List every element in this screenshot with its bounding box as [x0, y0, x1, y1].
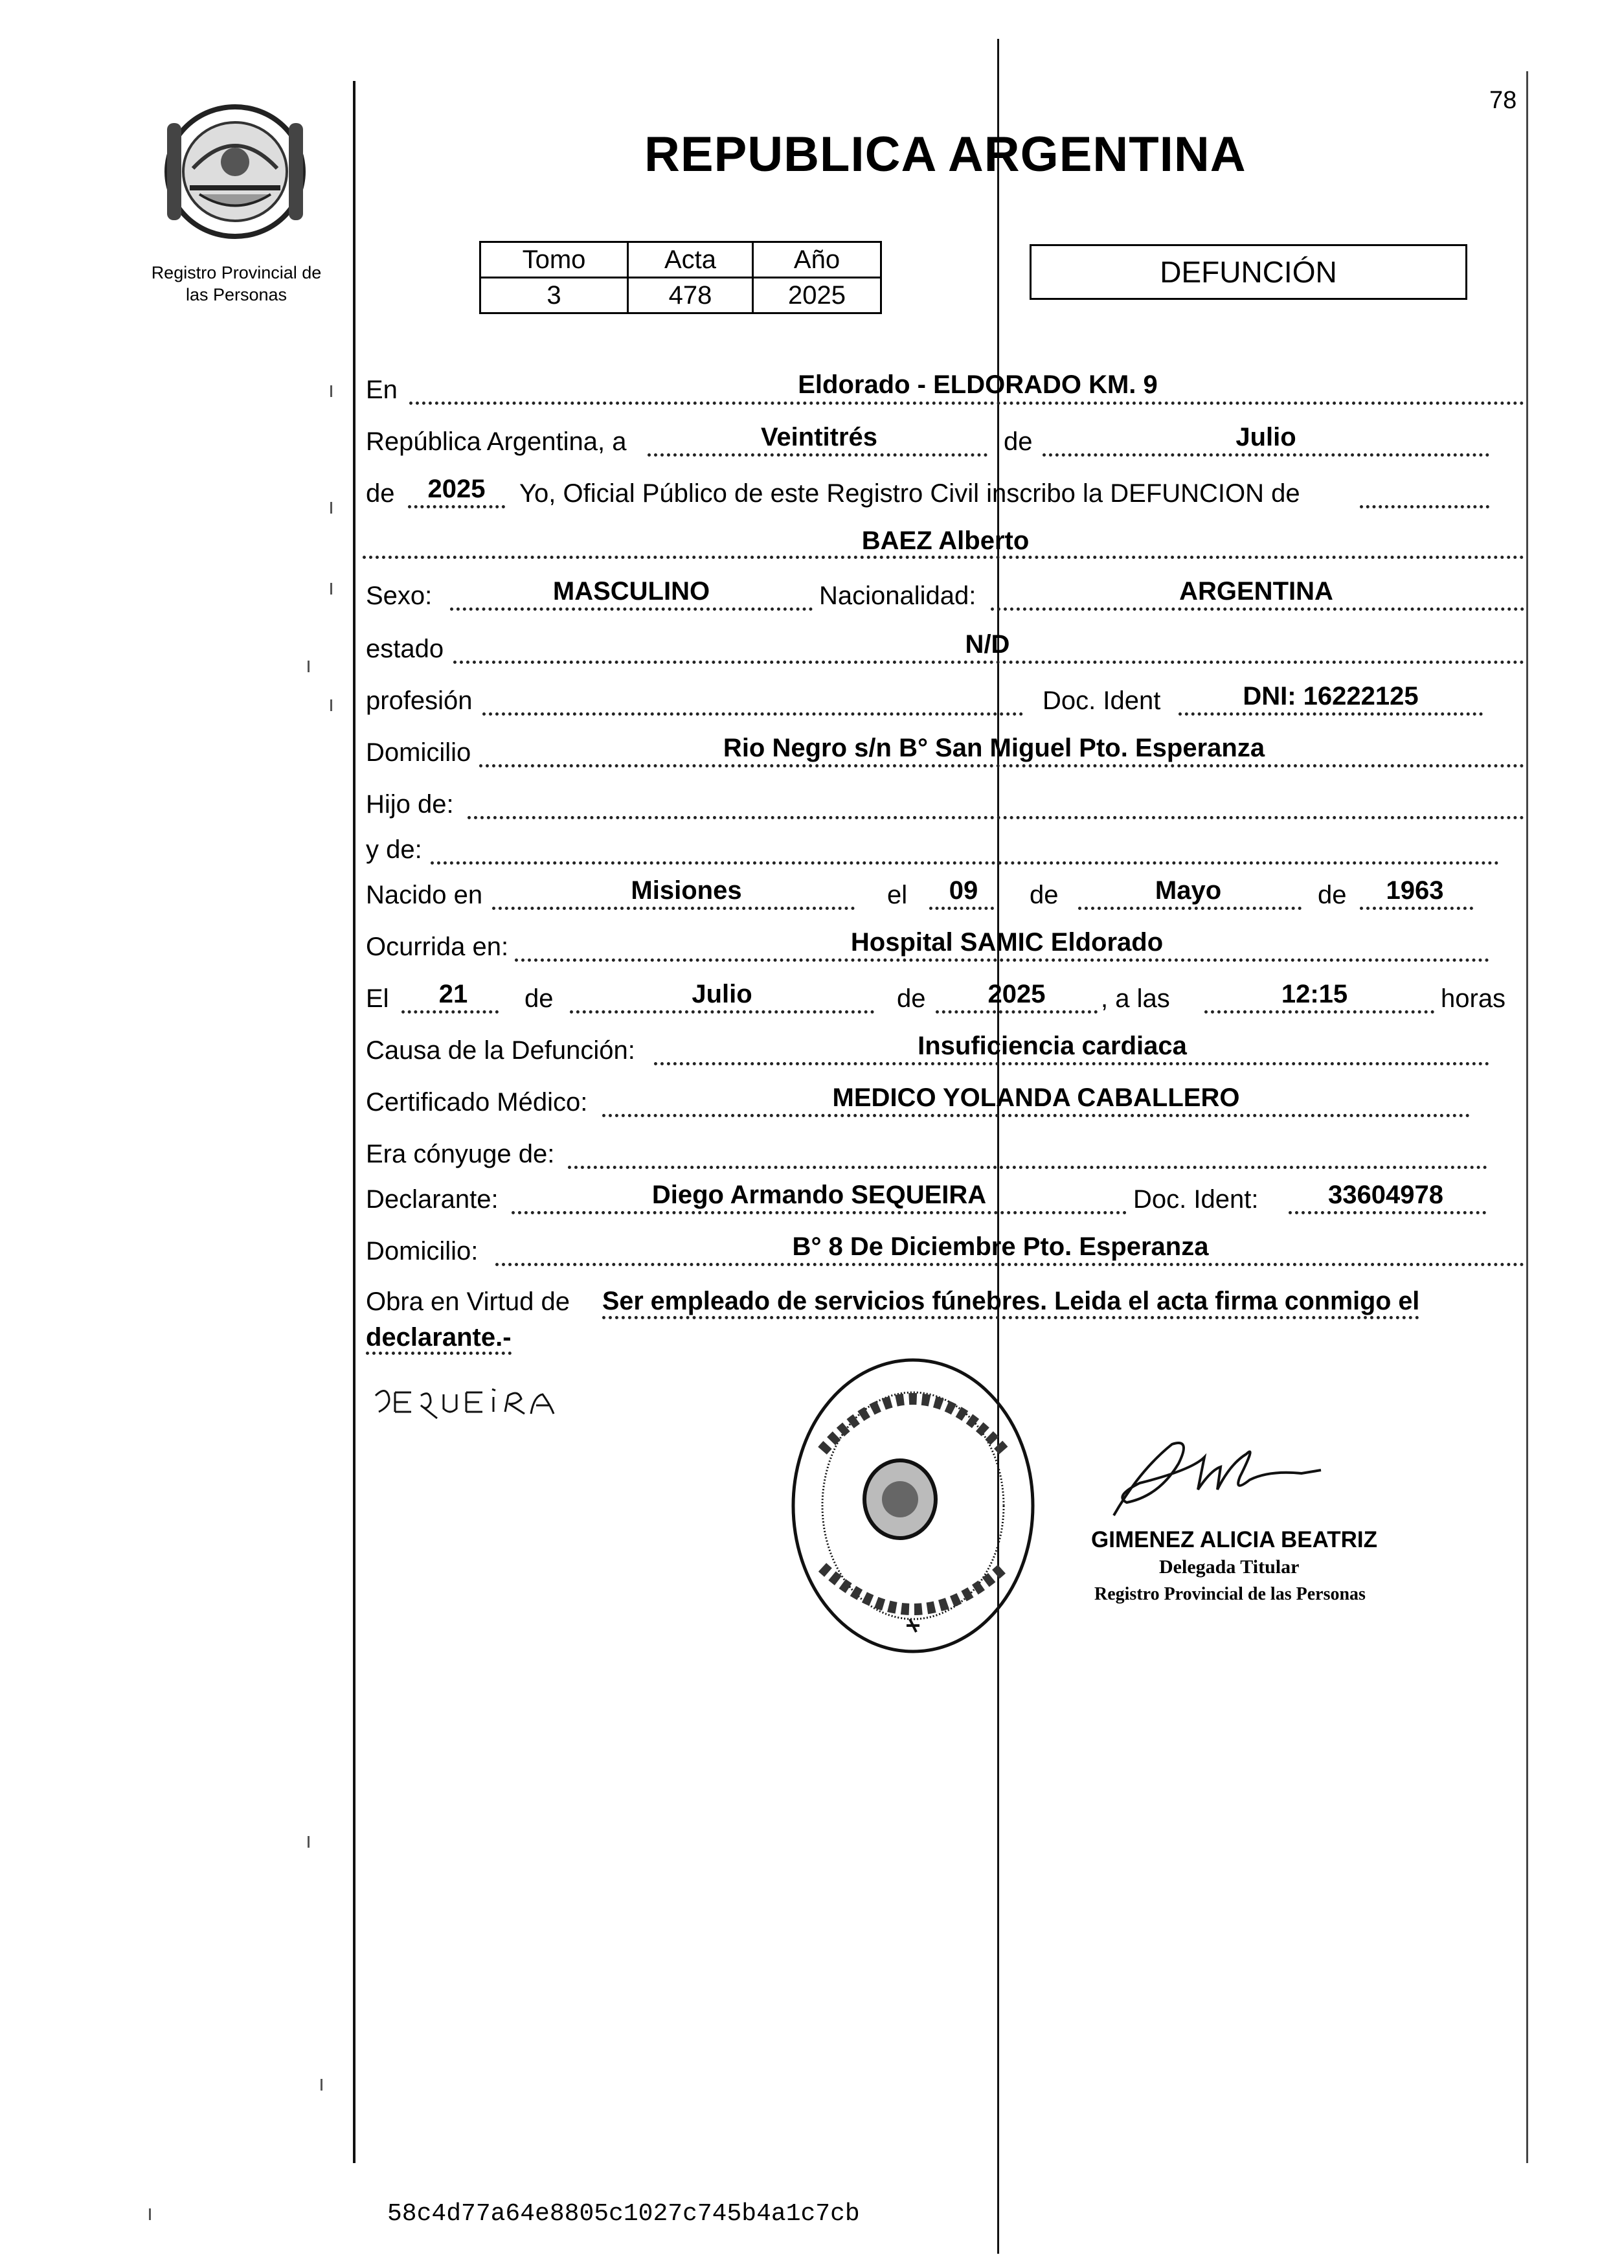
record-table: [479, 241, 882, 314]
nacionalidad-line: [991, 607, 1524, 611]
causa-value: Insuficiencia cardiaca: [918, 1032, 1187, 1060]
birth-year-line: [1360, 907, 1473, 910]
ocurrida-label: Ocurrida en:: [366, 933, 509, 961]
certificado-value: MEDICO YOLANDA CABALLERO: [832, 1083, 1240, 1112]
sexo-line: [450, 607, 813, 611]
certificado-label: Certificado Médico:: [366, 1088, 588, 1117]
causa-label: Causa de la Defunción:: [366, 1036, 635, 1065]
doc-ident2-line: [1289, 1211, 1486, 1214]
el-cap-label: El: [366, 984, 389, 1013]
margin-mark: [149, 2208, 151, 2220]
certificado-line: [602, 1114, 1470, 1117]
doc-ident2-value: 33604978: [1328, 1181, 1443, 1209]
oficial-text: Yo, Oficial Público de este Registro Civil inscribo la DEFUNCION de: [519, 479, 1300, 508]
doc-ident2-label: Doc. Ident:: [1133, 1185, 1259, 1214]
record-type-label: DEFUNCIÓN: [1160, 255, 1337, 289]
death-day-value: 21: [438, 980, 468, 1008]
left-margin-line: [353, 81, 355, 2163]
official-stamp: [784, 1354, 1043, 1658]
record-header-acta: Acta: [628, 242, 753, 278]
causa-line: [654, 1062, 1489, 1065]
en-value: Eldorado - ELDORADO KM. 9: [798, 370, 1158, 399]
doc-ident-label: Doc. Ident: [1043, 686, 1161, 715]
province-seal-logo: [154, 97, 316, 246]
birth-year-value: 1963: [1386, 876, 1444, 905]
record-header-ano: Año: [753, 242, 881, 278]
domicilio-line: [479, 764, 1524, 767]
deceased-name-line: [363, 556, 1524, 559]
registry-line-1: Registro Provincial de: [151, 263, 322, 282]
month-value: Julio: [1235, 423, 1296, 451]
page-number: 78: [1489, 87, 1517, 114]
ocurrida-line: [515, 958, 1489, 962]
page-title: REPUBLICA ARGENTINA: [644, 127, 1246, 182]
oficial-tail-line: [1360, 505, 1489, 508]
margin-mark: [308, 661, 310, 672]
day-words-value: Veintitrés: [760, 423, 878, 451]
official-name: GIMENEZ ALICIA BEATRIZ: [1091, 1527, 1378, 1552]
registry-name: [130, 262, 343, 306]
domicilio2-line: [495, 1263, 1524, 1266]
declarante-label: Declarante:: [366, 1185, 499, 1214]
record-value-acta: 478: [628, 278, 753, 313]
margin-mark: [330, 385, 332, 397]
doc-ident-value: DNI: 16222125: [1243, 682, 1419, 710]
death-year-line: [936, 1010, 1098, 1014]
nacionalidad-value: ARGENTINA: [1179, 577, 1333, 606]
death-day-line: [401, 1010, 499, 1014]
day-words-line: [648, 453, 987, 457]
estado-value: N/D: [965, 630, 1010, 659]
death-time-line: [1204, 1010, 1434, 1014]
obra-value-line1: Ser empleado de servicios fúnebres. Leida el acta firma conmigo el: [602, 1289, 1419, 1319]
alas-label: , a las: [1101, 984, 1170, 1013]
birth-day-line: [929, 907, 994, 910]
domicilio2-value: B° 8 De Diciembre Pto. Esperanza: [792, 1232, 1209, 1261]
estado-line: [453, 661, 1524, 664]
nacido-line: [492, 907, 855, 910]
obra-label: Obra en Virtud de: [366, 1287, 570, 1316]
profesion-label: profesión: [366, 686, 473, 715]
margin-mark: [308, 1836, 310, 1848]
declarante-value: Diego Armando SEQUEIRA: [651, 1181, 987, 1209]
obra-value-line2: declarante.-: [366, 1324, 512, 1355]
sexo-value: MASCULINO: [552, 577, 710, 606]
official-role: Delegada Titular: [1159, 1556, 1300, 1578]
ocurrida-value: Hospital SAMIC Eldorado: [850, 928, 1164, 957]
document-hash: 58c4d77a64e8805c1027c745b4a1c7cb: [387, 2200, 860, 2228]
de-birth-year-label: de: [1318, 881, 1347, 909]
nacionalidad-label: Nacionalidad:: [819, 582, 976, 610]
en-line: [409, 402, 1524, 405]
margin-mark: [330, 699, 332, 711]
birth-month-value: Mayo: [1155, 876, 1222, 905]
domicilio-label: Domicilio: [366, 738, 471, 767]
yde-line: [431, 861, 1499, 865]
death-month-value: Julio: [692, 980, 752, 1008]
year-line: [408, 505, 505, 508]
conyuge-line: [568, 1166, 1487, 1169]
registry-line-2: las Personas: [185, 284, 288, 304]
birth-day-value: 09: [949, 876, 978, 905]
year-value: 2025: [427, 475, 486, 503]
hijo-label: Hijo de:: [366, 790, 454, 819]
record-value-ano: 2025: [753, 278, 881, 313]
de-birth-month-label: de: [1030, 881, 1059, 909]
yde-label: y de:: [366, 835, 422, 864]
en-label: En: [366, 376, 398, 404]
margin-mark: [330, 502, 332, 514]
death-time-value: 12:15: [1281, 980, 1348, 1008]
right-margin-line: [1526, 71, 1528, 2163]
birth-month-line: [1078, 907, 1302, 910]
death-month-line: [570, 1010, 874, 1014]
death-year-value: 2025: [987, 980, 1046, 1008]
de-label: de: [1004, 427, 1033, 456]
doc-ident-line: [1179, 712, 1483, 716]
deceased-name: BAEZ Alberto: [861, 527, 1030, 555]
margin-mark: [330, 583, 332, 595]
declarante-line: [512, 1211, 1127, 1214]
declarant-signature: [369, 1376, 576, 1428]
official-org: Registro Provincial de las Personas: [1094, 1584, 1366, 1604]
margin-mark: [321, 2079, 322, 2091]
profesion-line: [482, 712, 1023, 716]
sexo-label: Sexo:: [366, 582, 433, 610]
record-value-tomo: 3: [480, 278, 628, 313]
record-header-tomo: Tomo: [480, 242, 628, 278]
de-death-year-label: de: [897, 984, 926, 1013]
official-signature: [1101, 1431, 1347, 1528]
republica-label: República Argentina, a: [366, 427, 627, 456]
hijo-line: [468, 816, 1524, 819]
nacido-value: Misiones: [631, 876, 742, 905]
domicilio2-label: Domicilio:: [366, 1237, 479, 1265]
de-year-label: de: [366, 479, 395, 508]
el-label: el: [887, 881, 908, 909]
month-line: [1043, 453, 1489, 457]
estado-label: estado: [366, 635, 444, 663]
de-death-month-label: de: [524, 984, 554, 1013]
domicilio-value: Rio Negro s/n B° San Miguel Pto. Esperanza: [723, 734, 1265, 762]
conyuge-label: Era cónyuge de:: [366, 1140, 555, 1168]
nacido-label: Nacido en: [366, 881, 483, 909]
horas-label: horas: [1441, 984, 1506, 1013]
